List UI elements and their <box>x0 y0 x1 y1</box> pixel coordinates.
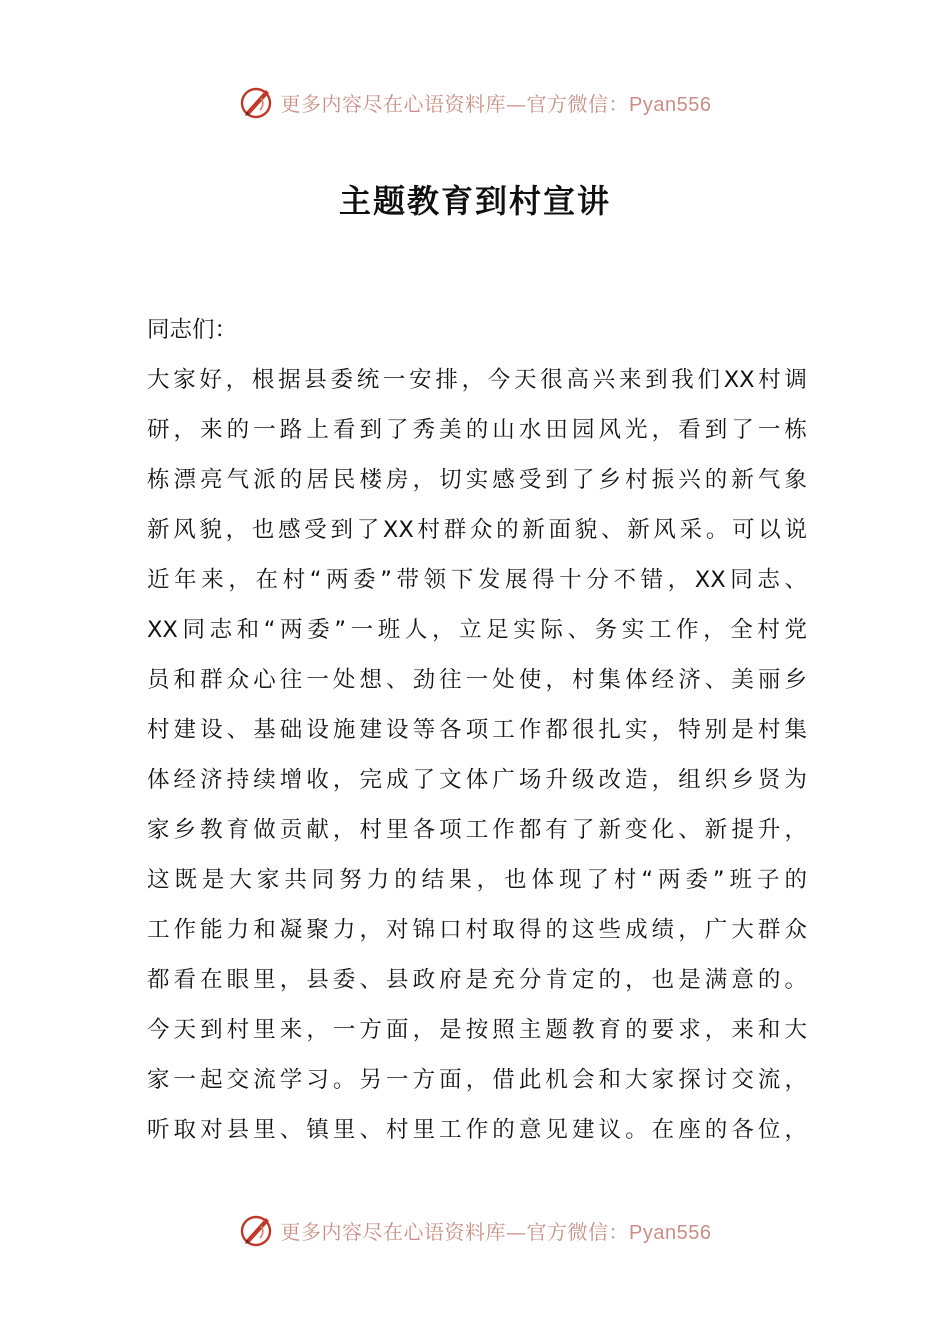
watermark-wechat-id: Pyan556 <box>629 93 712 116</box>
body-line: 大家好，根据县委统一安排，今天很高兴来到我们XX村调 <box>147 367 807 393</box>
body-line: 听取对县里、镇里、村里工作的意见建议。在座的各位， <box>147 1117 807 1143</box>
body-line: 员和群众心往一处想、劲往一处使，村集体经济、美丽乡 <box>147 667 807 693</box>
body-line: 工作能力和凝聚力，对锦口村取得的这些成绩，广大群众 <box>147 917 807 943</box>
body-line: 家乡教育做贡献，村里各项工作都有了新变化、新提升， <box>147 817 807 843</box>
body-line: 这既是大家共同努力的结果，也体现了村“两委”班子的 <box>147 867 807 893</box>
watermark-text: 更多内容尽在心语资料库—官方微信：Pyan556 <box>280 91 712 116</box>
body-line: 研，来的一路上看到了秀美的山水田园风光，看到了一栋 <box>147 417 807 443</box>
body-line: XX同志和“两委”一班人，立足实际、务实工作，全村党 <box>147 617 807 643</box>
body-line: 家一起交流学习。另一方面，借此机会和大家探讨交流， <box>147 1067 807 1093</box>
body-line: 都看在眼里，县委、县政府是充分肯定的，也是满意的。 <box>147 967 807 993</box>
footer-watermark <box>0 1210 950 1250</box>
body-line: 今天到村里来，一方面，是按照主题教育的要求，来和大 <box>147 1017 807 1043</box>
document-body <box>147 305 807 1155</box>
pen-logo-icon <box>239 84 275 120</box>
salutation: 同志们： <box>147 317 238 343</box>
pen-logo-icon <box>239 1212 275 1248</box>
body-line: 体经济持续增收，完成了文体广场升级改造，组织乡贤为 <box>147 767 807 793</box>
watermark-text: 更多内容尽在心语资料库—官方微信：Pyan556 <box>280 1219 712 1244</box>
body-line: 近年来，在村“两委”带领下发展得十分不错，XX同志、 <box>147 567 807 593</box>
body-line: 栋漂亮气派的居民楼房，切实感受到了乡村振兴的新气象 <box>147 467 807 493</box>
body-line: 村建设、基础设施建设等各项工作都很扎实，特别是村集 <box>147 717 807 743</box>
body-line: 新风貌，也感受到了XX村群众的新面貌、新风采。可以说 <box>147 517 807 543</box>
document-title: 主题教育到村宣讲 <box>338 182 611 220</box>
header-watermark <box>0 82 950 122</box>
watermark-wechat-id: Pyan556 <box>629 1221 712 1244</box>
